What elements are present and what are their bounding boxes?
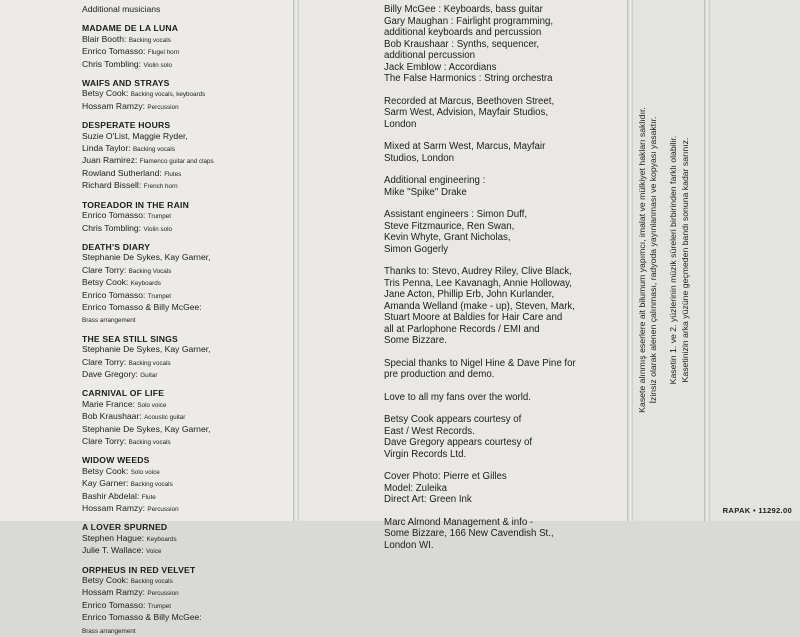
paragraph-gap: [384, 130, 630, 141]
credit-section: [82, 78, 296, 113]
credit-text-line: Mixed at Sarm West, Marcus, Mayfair: [384, 141, 546, 152]
credit-line: [82, 587, 296, 599]
musician-role: Backing Vocals: [128, 267, 172, 275]
legal-line: Kasetinizin arka yüzüne geçmeden bandı sonuna kadar sarınız.: [679, 137, 690, 383]
credit-paragraph: [384, 141, 630, 164]
credit-text-line: Betsy Cook appears courtesy of: [384, 414, 522, 425]
song-title: THE SEA STILL SINGS: [82, 333, 178, 344]
credit-text-line: Billy McGee : Keyboards, bass guitar: [384, 4, 543, 15]
musician-name: Additional musicians: [82, 4, 161, 14]
credit-text-line: Sarm West, Advision, Mayfair Studios,: [384, 107, 549, 118]
paragraph-gap: [384, 347, 630, 358]
song-title: DEATH'S DIARY: [82, 241, 151, 252]
credit-text-line: East / West Records.: [384, 425, 475, 437]
section-gap: [82, 235, 296, 242]
credit-paragraph: [384, 517, 630, 552]
credit-paragraph: [384, 471, 630, 506]
musician-role: Backing vocals: [130, 578, 173, 586]
credit-line: [82, 466, 296, 478]
credit-text-line: Direct Art: Green Ink: [384, 494, 472, 505]
credit-line: [82, 265, 296, 277]
credit-line: [82, 143, 296, 155]
credit-text-line: Kevin Whyte, Grant Nicholas,: [384, 232, 511, 243]
credit-section: [82, 200, 296, 235]
paragraph-gap: [384, 381, 630, 392]
credit-text-line: Tris Penna, Lee Kavanagh, Annie Holloway,: [384, 277, 572, 289]
credit-text-line: Steve Fitzmaurice, Ren Swan,: [384, 220, 515, 232]
musician-name: Enrico Tomasso:: [82, 210, 146, 221]
credit-section: [82, 242, 296, 327]
musician-role: Percussion: [147, 590, 179, 598]
legal-line: İzinsiz olarak alenen çalınması, radyoda yayınlanması ve kopyası yasaktır.: [648, 116, 659, 404]
credit-text-line: Model: Zuleika: [384, 482, 447, 494]
musician-role: Solo voice: [130, 468, 160, 476]
musician-role: Violin solo: [143, 61, 173, 69]
musician-role: Backing vocals, keyboards: [130, 91, 206, 99]
credit-line: [82, 533, 296, 545]
credit-text-line: Gary Maughan : Fairlight programming,: [384, 15, 554, 27]
credit-line: [82, 411, 296, 423]
credit-line: [82, 223, 296, 235]
musician-role: Backing vocals: [128, 439, 171, 446]
musician-name: Stephanie De Sykes, Kay Garner,: [82, 344, 211, 355]
credit-line: [82, 575, 296, 587]
song-title: WIDOW WEEDS: [82, 455, 150, 466]
musician-role: Brass arrangement: [82, 317, 136, 325]
credit-line: [82, 277, 296, 289]
credit-line: [82, 155, 296, 167]
musician-role: Voice: [146, 548, 162, 556]
credit-text-line: Additional engineering :: [384, 175, 486, 186]
musician-role: Flamenco guitar and claps: [139, 158, 214, 166]
credit-text-line: Virgin Records Ltd.: [384, 448, 467, 460]
credit-line: [82, 4, 296, 16]
song-title: MADAME DE LA LUNA: [82, 23, 179, 34]
credit-paragraph: [384, 358, 630, 381]
legal-line: [660, 45, 669, 475]
section-gap: [82, 381, 296, 388]
credit-text-line: London WI.: [384, 539, 434, 551]
musician-name: Betsy Cook:: [82, 575, 129, 586]
musician-role: Backing vocals: [130, 481, 173, 489]
musician-role: Trumpet: [147, 602, 171, 610]
section-gap: [82, 558, 296, 565]
musician-role: Flutes: [164, 170, 182, 178]
musician-name: Enrico Tomasso:: [82, 46, 146, 57]
paragraph-gap: [384, 255, 630, 266]
musician-role: Solo voice: [137, 401, 167, 409]
musician-role: Percussion: [147, 506, 179, 514]
musician-role: Keyboards: [130, 280, 161, 288]
musician-name: Clare Torry:: [82, 436, 127, 446]
credit-text-line: Assistant engineers : Simon Duff,: [384, 209, 528, 220]
legal-line: Kasetin 1. ve 2. yüzlerinin müzik süreleri birbirinden farklı olabilir.: [668, 135, 679, 385]
credit-text-line: all at Parlophone Records / EMI and: [384, 323, 540, 335]
production-credits-panel: [296, 0, 630, 551]
section-gap: [82, 193, 296, 200]
credit-text-line: Simon Gogerly: [384, 243, 449, 255]
credit-text-line: Dave Gregory appears courtesy of: [384, 437, 533, 448]
song-title: DESPERATE HOURS: [82, 120, 171, 131]
musician-name: Hossam Ramzy:: [82, 100, 146, 111]
credit-text-line: Amanda Welland (make - up), Steven, Mark,: [384, 300, 575, 312]
paragraph-gap: [384, 460, 630, 471]
musician-role: Trumpet: [147, 213, 171, 221]
musician-name: Julie T. Wallace:: [82, 545, 144, 556]
credit-line: [82, 290, 296, 302]
credit-line: [82, 545, 296, 557]
paragraph-gap: [384, 164, 630, 175]
paragraph-gap: [384, 403, 630, 414]
musician-name: Stephanie De Sykes, Kay Garner,: [82, 252, 211, 263]
legal-line: Kasete alınmış eserlere ait bilumum yapımcı, imalat ve mülkiyet hakları saklıdır.: [637, 107, 648, 413]
section-gap: [82, 16, 296, 23]
musician-role: French horn: [143, 183, 178, 191]
credit-line: [82, 131, 296, 143]
musician-name: Kay Garner:: [82, 478, 129, 489]
credit-paragraph: [384, 266, 630, 347]
musician-name: Clare Torry:: [82, 356, 127, 367]
musician-name: Juan Ramirez:: [82, 155, 138, 166]
credit-paragraph: [384, 209, 630, 255]
musician-name: Betsy Cook:: [82, 277, 129, 288]
credit-text-line: additional percussion: [384, 50, 476, 61]
credit-line: [82, 436, 296, 448]
section-gap: [82, 327, 296, 334]
credit-line: [82, 34, 296, 46]
credit-text-line: Bob Kraushaar : Synths, sequencer,: [384, 38, 540, 50]
song-title: CARNIVAL OF LIFE: [82, 388, 165, 399]
musician-role: Backing vocals: [128, 359, 171, 367]
musician-name: Linda Taylor:: [82, 143, 131, 154]
musician-name: Chris Tombling:: [82, 222, 142, 233]
musician-name: Enrico Tomasso:: [82, 599, 146, 610]
song-title: A LOVER SPURNED: [82, 522, 168, 533]
musician-name: Chris Tombling:: [82, 58, 142, 69]
credit-text-line: additional keyboards and percussion: [384, 27, 542, 38]
musician-name: Dave Gregory:: [82, 368, 138, 379]
musician-name: Enrico Tomasso & Billy McGee:: [82, 612, 202, 623]
paragraph-gap: [384, 506, 630, 517]
musician-credits-panel: [0, 0, 296, 635]
legal-notice-text: [637, 45, 691, 475]
section-gap: [82, 71, 296, 78]
credit-line: [82, 369, 296, 381]
credit-line: [82, 46, 296, 58]
credit-text-line: Some Bizzare.: [384, 335, 447, 346]
credit-text-line: Some Bizzare, 166 New Cavendish St.,: [384, 528, 554, 539]
musician-role: Acoustic guitar: [144, 414, 186, 422]
musician-name: Richard Bissell:: [82, 180, 142, 191]
credit-text-line: pre production and demo.: [384, 369, 495, 380]
musician-name: Hossam Ramzy:: [82, 503, 146, 514]
musician-name: Rowland Sutherland:: [82, 167, 162, 178]
credit-section: [82, 334, 296, 382]
credit-text-line: London: [384, 118, 417, 130]
credit-line: [82, 344, 296, 356]
credit-paragraph: [384, 392, 630, 404]
musician-name: Blair Booth:: [82, 33, 127, 44]
credit-section: [82, 455, 296, 515]
musician-name: Suzie O'List, Maggie Ryder,: [82, 130, 188, 141]
musician-name: Enrico Tomasso & Billy McGee:: [82, 301, 202, 312]
fold-line: [704, 0, 710, 521]
credit-text-line: Marc Almond Management & info -: [384, 516, 534, 528]
credit-text-line: Studios, London: [384, 152, 455, 164]
credit-text-line: The False Harmonics : String orchestra: [384, 73, 553, 84]
musician-role: Percussion: [147, 103, 179, 111]
musician-name: Betsy Cook:: [82, 465, 129, 476]
credit-line: [82, 168, 296, 180]
credit-section: [82, 388, 296, 448]
musician-role: Flute: [141, 493, 156, 501]
musician-role: Keyboards: [146, 535, 177, 543]
section-gap: [82, 515, 296, 522]
musician-credits-list: [82, 4, 296, 637]
musician-name: Stephanie De Sykes, Kay Garner,: [82, 423, 211, 434]
credit-line: [82, 88, 296, 100]
credit-section: [82, 522, 296, 557]
credit-text-line: Mike "Spike" Drake: [384, 186, 467, 198]
credit-line: [82, 357, 296, 369]
credit-paragraph: [384, 4, 630, 85]
credit-line: [82, 424, 296, 436]
musician-role: Backing vocals: [132, 146, 175, 154]
musician-name: Bashir Abdelal:: [82, 490, 140, 501]
credit-line: [82, 252, 296, 264]
credit-text-line: Cover Photo: Pierre et Gilles: [384, 471, 507, 482]
credit-line: [82, 210, 296, 222]
credit-paragraph: [384, 414, 630, 460]
credit-text-line: Special thanks to Nigel Hine & Dave Pine for: [384, 357, 576, 369]
credit-line: [82, 101, 296, 113]
credit-section: [82, 4, 296, 16]
song-title: WAIFS AND STRAYS: [82, 78, 170, 89]
musician-role: Violin solo: [143, 225, 173, 233]
musician-name: Hossam Ramzy:: [82, 587, 146, 598]
credit-section: [82, 565, 296, 637]
credit-text-line: Recorded at Marcus, Beethoven Street,: [384, 95, 555, 107]
credit-line: [82, 302, 296, 314]
section-gap: [82, 448, 296, 455]
musician-role: Trumpet: [147, 292, 171, 300]
credit-line: [82, 180, 296, 192]
song-title: TOREADOR IN THE RAIN: [82, 199, 189, 210]
credit-text-line: Jane Acton, Phillip Erb, John Kurlander,: [384, 289, 555, 300]
credit-text-line: Love to all my fans over the world.: [384, 391, 531, 403]
musician-name: Bob Kraushaar:: [82, 411, 142, 422]
paragraph-gap: [384, 85, 630, 96]
credit-text-line: Thanks to: Stevo, Audrey Riley, Clive Black,: [384, 266, 572, 277]
musician-name: Betsy Cook:: [82, 88, 129, 99]
credit-line: [82, 600, 296, 612]
musician-name: Enrico Tomasso:: [82, 289, 146, 300]
credit-line: [82, 59, 296, 71]
paragraph-gap: [384, 198, 630, 209]
credit-text-line: Jack Emblow : Accordians: [384, 61, 497, 73]
credit-line: [82, 612, 296, 624]
fold-line: [293, 0, 299, 521]
musician-name: Clare Torry:: [82, 264, 127, 275]
catalog-number: RAPAK • 11292.00: [722, 506, 792, 515]
credit-section: [82, 120, 296, 192]
credit-paragraph: [384, 96, 630, 131]
musician-role: Backing vocals: [128, 36, 171, 44]
credit-line: [82, 625, 296, 637]
credit-line: [82, 314, 296, 326]
credit-text-line: Stuart Moore at Baldies for Hair Care and: [384, 312, 563, 323]
production-credits-list: [384, 4, 630, 551]
credit-line: [82, 478, 296, 490]
credit-line: [82, 503, 296, 515]
musician-role: Guitar: [140, 371, 158, 379]
credit-section: [82, 23, 296, 71]
musician-role: Flugel horn: [147, 49, 180, 57]
fold-line: [627, 0, 633, 521]
section-gap: [82, 113, 296, 120]
credit-line: [82, 399, 296, 411]
musician-role: Brass arrangement: [82, 627, 136, 635]
musician-name: Marie France:: [82, 398, 136, 409]
song-title: ORPHEUS IN RED VELVET: [82, 564, 196, 575]
musician-name: Stephen Hague:: [82, 532, 145, 543]
credit-paragraph: [384, 175, 630, 198]
credit-line: [82, 491, 296, 503]
